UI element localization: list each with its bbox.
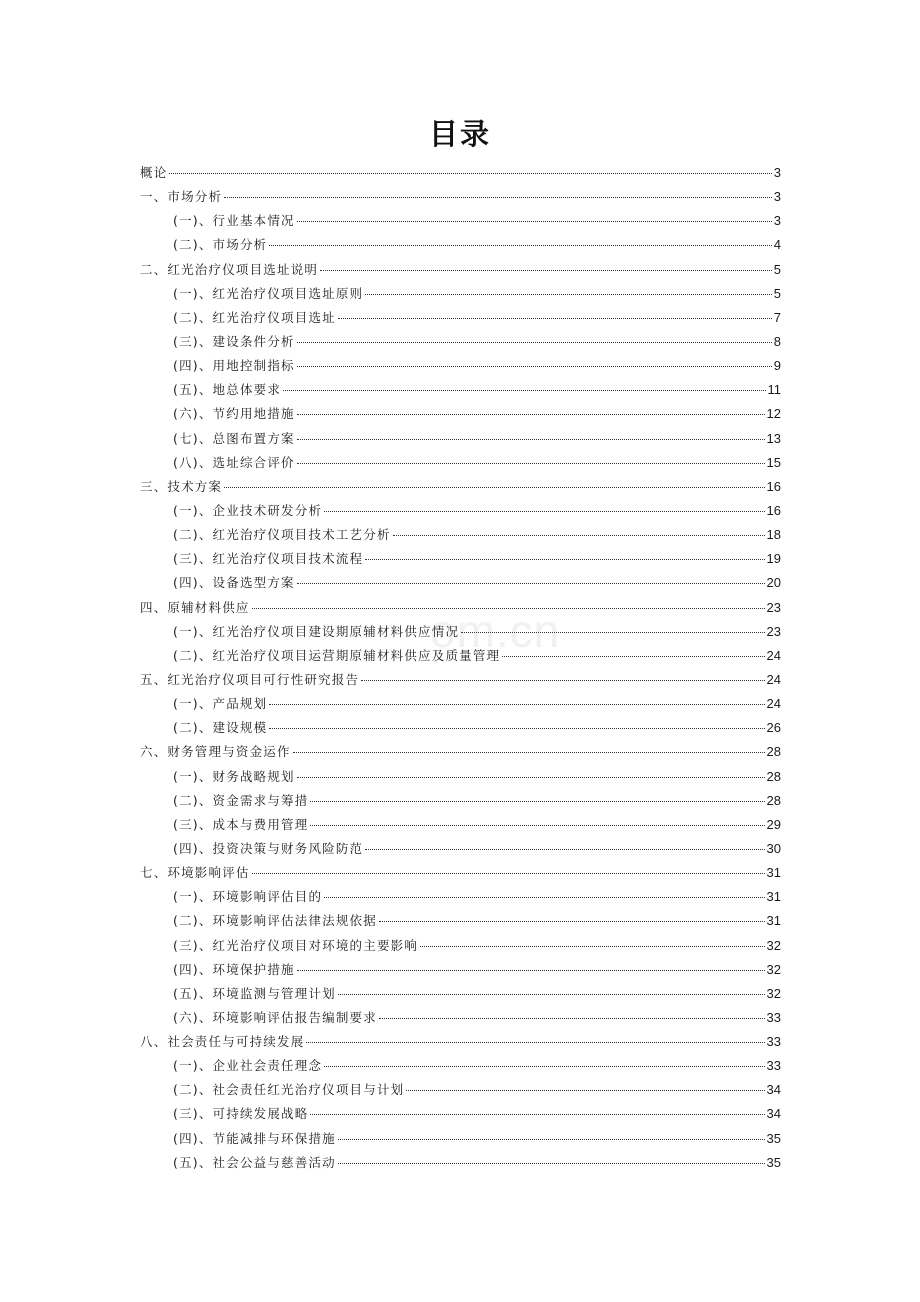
toc-entry[interactable] — [140, 789, 781, 813]
toc-entry-page-number: 35 — [766, 1130, 781, 1146]
toc-entry[interactable] — [140, 982, 781, 1006]
toc-entry-label: 七、环境影响评估 — [140, 865, 250, 881]
toc-entry-page-number: 23 — [766, 599, 781, 615]
toc-dot-leader — [283, 389, 765, 391]
toc-entry-label: (一)、行业基本情况 — [173, 213, 295, 229]
toc-entry-label: (二)、资金需求与筹措 — [173, 792, 309, 808]
toc-entry-page-number: 20 — [766, 575, 781, 591]
toc-entry[interactable] — [140, 765, 781, 789]
toc-entry[interactable] — [140, 837, 781, 861]
toc-dot-leader — [297, 413, 765, 415]
toc-entry-label: (二)、市场分析 — [173, 237, 268, 253]
toc-entry[interactable] — [140, 716, 781, 740]
toc-entry-page-number: 28 — [766, 744, 781, 760]
toc-entry-label: (五)、社会公益与慈善活动 — [173, 1154, 336, 1170]
toc-dot-leader — [338, 1162, 765, 1164]
toc-entry[interactable] — [140, 330, 781, 354]
toc-dot-leader — [361, 679, 764, 681]
toc-entry-page-number: 32 — [766, 985, 781, 1001]
toc-entry-page-number: 35 — [766, 1154, 781, 1170]
toc-entry[interactable] — [140, 909, 781, 933]
toc-dot-leader — [365, 558, 764, 560]
toc-entry-page-number: 16 — [766, 502, 781, 518]
toc-entry[interactable] — [140, 161, 781, 185]
toc-entry[interactable] — [140, 378, 781, 402]
toc-dot-leader — [324, 510, 764, 512]
toc-entry[interactable] — [140, 1030, 781, 1054]
toc-entry[interactable] — [140, 451, 781, 475]
toc-dot-leader — [269, 703, 764, 705]
toc-dot-leader — [310, 1113, 764, 1115]
toc-entry-page-number: 32 — [766, 961, 781, 977]
toc-entry[interactable] — [140, 475, 781, 499]
toc-entry-label: (三)、成本与费用管理 — [173, 816, 309, 832]
toc-entry-page-number: 12 — [766, 406, 781, 422]
toc-entry[interactable] — [140, 1078, 781, 1102]
toc-dot-leader — [269, 244, 771, 246]
toc-entry-label: (一)、企业社会责任理念 — [173, 1058, 323, 1074]
toc-dot-leader — [379, 1017, 765, 1019]
toc-dot-leader — [297, 365, 772, 367]
toc-entry-page-number: 13 — [766, 430, 781, 446]
toc-entry-page-number: 16 — [766, 478, 781, 494]
toc-entry-label: (七)、总图布置方案 — [173, 430, 295, 446]
toc-dot-leader — [338, 1138, 765, 1140]
toc-entry[interactable] — [140, 427, 781, 451]
toc-entry-page-number: 4 — [773, 237, 781, 253]
toc-entry-page-number: 5 — [773, 261, 781, 277]
toc-dot-leader — [461, 631, 764, 633]
toc-entry-label: (一)、财务战略规划 — [173, 768, 295, 784]
toc-entry[interactable] — [140, 813, 781, 837]
toc-dot-leader — [297, 582, 765, 584]
toc-entry-page-number: 26 — [766, 720, 781, 736]
toc-dot-leader — [169, 172, 771, 174]
toc-entry-label: (六)、环境影响评估报告编制要求 — [173, 1009, 377, 1025]
toc-entry-page-number: 3 — [773, 165, 781, 180]
toc-entry-label: (四)、用地控制指标 — [173, 358, 295, 374]
toc-entry[interactable] — [140, 258, 781, 282]
toc-dot-leader — [297, 341, 772, 343]
toc-entry[interactable] — [140, 668, 781, 692]
toc-entry[interactable] — [140, 1006, 781, 1030]
toc-entry-page-number: 19 — [766, 551, 781, 567]
toc-entry-label: (八)、选址综合评价 — [173, 454, 295, 470]
toc-entry-page-number: 11 — [767, 382, 781, 398]
watermark: om.cn — [430, 605, 561, 657]
toc-entry-label: (一)、红光治疗仪项目建设期原辅材料供应情况 — [173, 623, 460, 639]
toc-entry[interactable] — [140, 185, 781, 209]
toc-entry-page-number: 28 — [766, 768, 781, 784]
toc-entry-label: (四)、环境保护措施 — [173, 961, 295, 977]
toc-dot-leader — [310, 800, 764, 802]
toc-entry-page-number: 34 — [766, 1082, 781, 1098]
toc-dot-leader — [252, 607, 765, 609]
toc-entry[interactable] — [140, 861, 781, 885]
toc-entry-page-number: 15 — [766, 454, 781, 470]
toc-entry[interactable] — [140, 402, 781, 426]
toc-entry[interactable] — [140, 233, 781, 257]
toc-entry[interactable] — [140, 306, 781, 330]
toc-dot-leader — [269, 727, 764, 729]
toc-entry[interactable] — [140, 499, 781, 523]
toc-entry-label: (一)、企业技术研发分析 — [173, 502, 323, 518]
toc-entry[interactable] — [140, 354, 781, 378]
toc-dot-leader — [420, 945, 764, 947]
toc-dot-leader — [393, 534, 765, 536]
toc-entry-label: 概论 — [140, 165, 168, 180]
toc-entry-page-number: 24 — [766, 696, 781, 712]
toc-dot-leader — [297, 969, 765, 971]
toc-entry-page-number: 9 — [773, 358, 781, 374]
toc-dot-leader — [306, 1041, 764, 1043]
toc-entry[interactable] — [140, 885, 781, 909]
toc-entry-label: 四、原辅材料供应 — [140, 599, 250, 615]
toc-dot-leader — [320, 269, 772, 271]
toc-dot-leader — [365, 848, 764, 850]
toc-dot-leader — [293, 751, 765, 753]
toc-entry-label: (三)、建设条件分析 — [173, 333, 295, 349]
toc-dot-leader — [365, 293, 772, 295]
toc-entry-page-number: 18 — [766, 527, 781, 543]
toc-entry[interactable] — [140, 958, 781, 982]
toc-dot-leader — [297, 438, 765, 440]
toc-dot-leader — [379, 920, 765, 922]
toc-entry-page-number: 28 — [766, 792, 781, 808]
toc-entry[interactable] — [140, 644, 781, 668]
toc-entry[interactable] — [140, 596, 781, 620]
toc-entry[interactable] — [140, 282, 781, 306]
toc-dot-leader — [324, 896, 764, 898]
toc-entry-label: (四)、设备选型方案 — [173, 575, 295, 591]
toc-entry-label: (五)、地总体要求 — [173, 382, 282, 398]
toc-entry-label: (二)、红光治疗仪项目选址 — [173, 309, 336, 325]
toc-entry-label: (四)、节能减排与环保措施 — [173, 1130, 336, 1146]
toc-dot-leader — [338, 317, 772, 319]
toc-entry-label: (五)、环境监测与管理计划 — [173, 985, 336, 1001]
toc-entry-page-number: 3 — [773, 189, 781, 205]
toc-entry-label: 八、社会责任与可持续发展 — [140, 1034, 305, 1050]
toc-dot-leader — [502, 655, 764, 657]
toc-dot-leader — [224, 486, 764, 488]
toc-entry-label: 二、红光治疗仪项目选址说明 — [140, 261, 319, 277]
toc-entry[interactable] — [140, 620, 781, 644]
toc-entry[interactable] — [140, 547, 781, 571]
page-title: 目录 — [428, 117, 491, 151]
toc-dot-leader — [406, 1089, 764, 1091]
toc-dot-leader — [338, 993, 765, 995]
toc-entry-label: (一)、环境影响评估目的 — [173, 889, 323, 905]
toc-entry-page-number: 24 — [766, 647, 781, 663]
toc-entry-label: 三、技术方案 — [140, 478, 223, 494]
toc-entry-page-number: 3 — [773, 213, 781, 229]
toc-entry[interactable] — [140, 209, 781, 233]
toc-entry[interactable] — [140, 1102, 781, 1126]
toc-entry-label: (二)、红光治疗仪项目运营期原辅材料供应及质量管理 — [173, 647, 501, 663]
toc-entry-label: 六、财务管理与资金运作 — [140, 744, 291, 760]
toc-entry-page-number: 8 — [773, 333, 781, 349]
toc-entry-page-number: 24 — [766, 671, 781, 687]
toc-entry[interactable] — [140, 740, 781, 764]
toc-entry[interactable] — [140, 523, 781, 547]
toc-entry-page-number: 31 — [766, 865, 781, 881]
toc-entry-page-number: 33 — [766, 1034, 781, 1050]
toc-entry-page-number: 33 — [766, 1058, 781, 1074]
toc-entry-page-number: 34 — [766, 1106, 781, 1122]
toc-entry-label: (二)、社会责任红光治疗仪项目与计划 — [173, 1082, 405, 1098]
toc-dot-leader — [297, 776, 765, 778]
toc-entry[interactable] — [140, 934, 781, 958]
toc-dot-leader — [310, 824, 764, 826]
toc-entry-label: (一)、红光治疗仪项目选址原则 — [173, 285, 364, 301]
toc-dot-leader — [297, 220, 772, 222]
toc-entry-label: (四)、投资决策与财务风险防范 — [173, 840, 364, 856]
toc-entry-label: (三)、红光治疗仪项目技术流程 — [173, 551, 364, 567]
toc-entry-page-number: 32 — [766, 937, 781, 953]
table-of-contents — [140, 161, 781, 1175]
toc-entry-label: (二)、建设规模 — [173, 720, 268, 736]
toc-entry-page-number: 5 — [773, 285, 781, 301]
toc-entry-page-number: 29 — [766, 816, 781, 832]
toc-entry[interactable] — [140, 1054, 781, 1078]
toc-entry-label: (一)、产品规划 — [173, 696, 268, 712]
toc-entry-label: 五、红光治疗仪项目可行性研究报告 — [140, 671, 360, 687]
toc-dot-leader — [297, 462, 765, 464]
toc-entry-label: (六)、节约用地措施 — [173, 406, 295, 422]
toc-entry-page-number: 30 — [766, 840, 781, 856]
toc-entry-label: 一、市场分析 — [140, 189, 223, 205]
toc-entry-label: (三)、可持续发展战略 — [173, 1106, 309, 1122]
toc-entry-page-number: 33 — [766, 1009, 781, 1025]
toc-entry-page-number: 23 — [766, 623, 781, 639]
toc-dot-leader — [224, 196, 772, 198]
toc-dot-leader — [324, 1065, 764, 1067]
toc-entry-page-number: 31 — [766, 913, 781, 929]
toc-entry-page-number: 31 — [766, 889, 781, 905]
toc-entry[interactable] — [140, 571, 781, 595]
toc-entry[interactable] — [140, 1151, 781, 1175]
toc-entry-label: (二)、环境影响评估法律法规依据 — [173, 913, 377, 929]
toc-entry-page-number: 7 — [773, 309, 781, 325]
toc-dot-leader — [252, 872, 765, 874]
toc-entry-label: (二)、红光治疗仪项目技术工艺分析 — [173, 527, 391, 543]
toc-entry[interactable] — [140, 692, 781, 716]
toc-entry-label: (三)、红光治疗仪项目对环境的主要影响 — [173, 937, 419, 953]
toc-entry[interactable] — [140, 1127, 781, 1151]
